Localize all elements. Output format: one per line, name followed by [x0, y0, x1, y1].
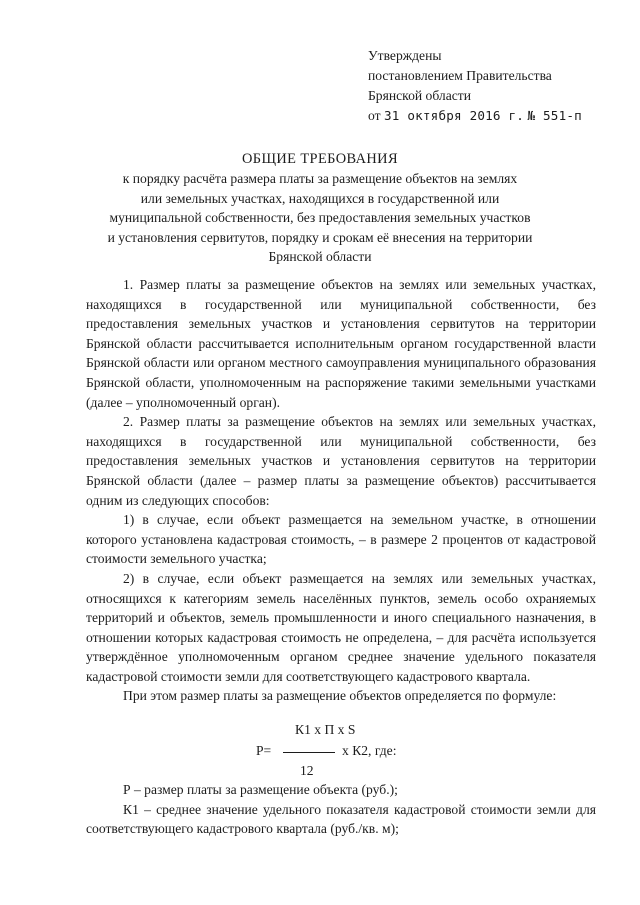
definition-item: К1 – среднее значение удельного показателя кадастровой стоимости земли для соответствующего кадастрового квартала (руб./кв. м); [86, 801, 596, 837]
title-heading: ОБЩИЕ ТРЕБОВАНИЯ [242, 151, 398, 167]
approval-date-prefix: от [368, 108, 381, 123]
approval-date: 31 октября 2016 г. [383, 108, 525, 123]
title-line: Брянской области [268, 249, 372, 265]
formula-denominator: 12 [300, 763, 314, 778]
formula-definitions [86, 780, 596, 839]
approval-stamp [368, 46, 628, 126]
approval-line-3: Брянской области [368, 88, 471, 103]
formula-numerator: К1 х П х S [295, 722, 356, 737]
approval-line-2: постановлением Правительства [368, 68, 552, 83]
paragraph: 2. Размер платы за размещение объектов на землях или земельных участках, находящихся в государственной или муниципальной собственности, без предоставления земельных участков и установления сервитутов на территории Брянской области (далее – размер платы за размещение объектов) рассчитывается одним из следующих способов: [86, 414, 596, 508]
title-line: к порядку расчёта размера платы за размещение объектов на землях [122, 171, 518, 187]
approval-line-4 [368, 106, 628, 126]
document-body [86, 275, 596, 706]
definition-item: Р – размер платы за размещение объекта (руб.); [123, 782, 398, 797]
approval-number: № 551-п [527, 108, 582, 123]
document-title [86, 150, 554, 266]
formula-lhs: Р= [256, 743, 272, 758]
title-line: и установления сервитутов, порядку и срокам её внесения на территории [107, 229, 533, 245]
formula-rhs: х К2, где: [342, 743, 397, 758]
title-line: муниципальной собственности, без предоставления земельных участков [109, 210, 531, 226]
formula-fraction-bar [283, 752, 335, 753]
paragraph: 1. Размер платы за размещение объектов на землях или земельных участках, находящихся в государственной или муниципальной собственности, без предоставления земельных участков и установления сервитутов на территории Брянской области рассчитывается исполнительным органом государственной власти Брянской области или органом местного самоуправления муниципального образования Брянской области, уполномоченным на распоряжение такими земельными участками (далее – уполномоченный орган). [86, 277, 596, 410]
approval-line-1: Утверждены [368, 48, 442, 63]
paragraph: При этом размер платы за размещение объектов определяется по формуле: [123, 688, 557, 704]
payment-formula [0, 722, 640, 778]
title-line: или земельных участках, находящихся в государственной или [140, 190, 500, 206]
paragraph: 1) в случае, если объект размещается на земельном участке, в отношении которого установлена кадастровая стоимость, – в размере 2 процентов от кадастровой стоимости земельного участка; [86, 512, 596, 567]
paragraph: 2) в случае, если объект размещается на землях или земельных участках, относящихся к категориям земель населённых пунктов, земель особо охраняемых территорий и объектов, земель промышленности и иного специального назначения, в отношении которых кадастровая стоимость не определена, – для расчёта используется утверждённое уполномоченным органом среднее значение удельного показателя кадастровой стоимости земли для соответствующего кадастрового квартала. [86, 570, 596, 684]
